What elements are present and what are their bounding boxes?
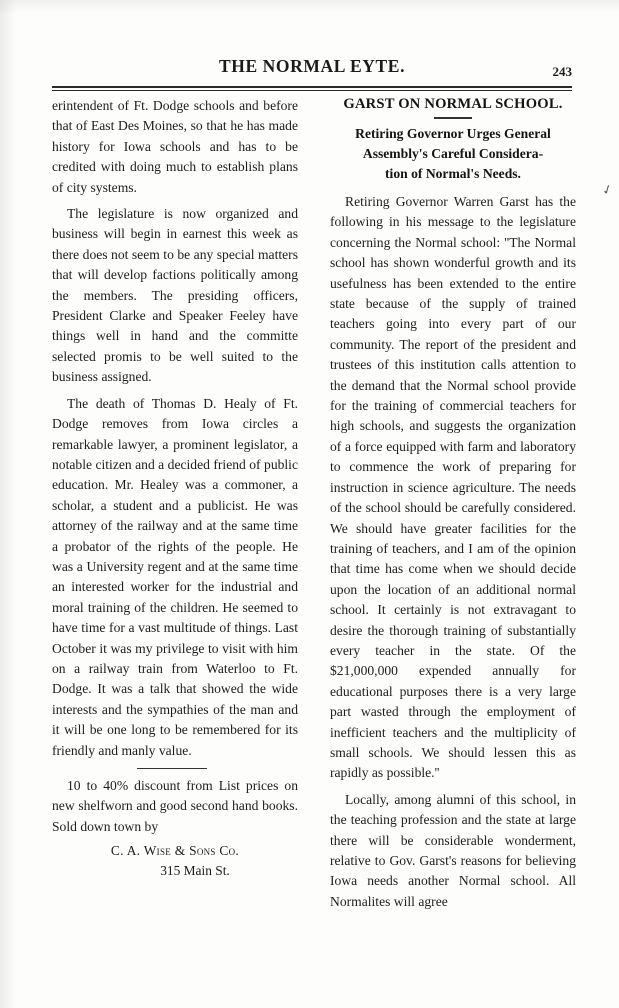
paragraph: Retiring Governor Warren Garst has the following in his message to the legislature concerning the Normal school: ''The Normal school has shown wonderful growth and its usefulness has been extended to the entire state because of the supply of trained teachers going into every part of our community. The report of the president and trustees of this institution calls attention to the demand that the Normal school provide for the training of commercial teachers for high schools, and suggests the organization of a force equipped with farm and laboratory to commence the work of preparing for instruction in science agriculture. The needs of the school should be carefully considered. We should have greater facilities for the training of teachers, and I am of the opinion that time has come when we should decide upon the location of an additional normal school. It certainly is not extravagant to desire the thorough training of substantially every teacher in the state. Of the $21,000,000 expended annually for educational purposes there is a very large part wasted through the employment of inefficient teachers and the multiplicity of small schools. We should lessen this as rapidly as possible.'' <box>330 194 576 781</box>
advertiser-name: C. A. Wise & Sons Co. <box>110 843 240 859</box>
section-divider-rule <box>137 768 207 769</box>
paragraph: The legislature is now organized and business will begin in earnest this week as there does not seem to be any special matters that will develop factions politically among the members. The presiding officers, President Clarke and Speaker Feeley have things well in hand and the committe selected promis to be well suited to the business assigned. <box>52 206 298 385</box>
heading-divider-rule <box>434 117 472 119</box>
stray-pen-mark: ✓ <box>599 180 616 199</box>
section-subheading <box>330 124 576 184</box>
advertiser-address: 315 Main St. <box>160 863 230 879</box>
subheading-line: tion of Normal's Needs. <box>385 166 521 181</box>
page-header <box>52 56 572 90</box>
page-number: 243 <box>552 64 572 79</box>
paragraph: erintendent of Ft. Dodge schools and before that of East Des Moines, so that he has made history for Iowa schools and has to be credited with doing much to establish plans of city systems. <box>52 98 298 195</box>
advertiser-signoff <box>52 841 298 881</box>
article-columns <box>52 96 576 986</box>
paragraph: Locally, among alumni of this school, in the teaching profession and the state at large there will be considerable wonderment, relative to Gov. Garst's reasons for believing Iowa needs another Normal school. All Normalites will agree <box>330 791 576 909</box>
subheading-line: Assembly's Careful Considera- <box>362 146 544 161</box>
right-column <box>330 96 576 912</box>
paragraph: The death of Thomas D. Healy of Ft. Dodge removes from Iowa circles a remarkable lawyer, a prominent legislator, a notable citizen and a decided friend of public education. Mr. Healey was a commoner, a scholar, a student and a publicist. He was attorney of the railway and at the same time a probator of the rights of the people. He was a University regent and at the same time an interested worker for the industrial and moral training of the children. He seemed to have time for a vast multitude of things. Last October it was my privilege to visit with him on a railway train from Waterloo to Ft. Dodge. It was a talk that showed the wide interests and the sympathies of the man and it will be one long to be remembered for its friendly and manly value. <box>52 395 298 758</box>
paragraph: 10 to 40% discount from List prices on new shelfworn and good second hand books. Sold down town by <box>52 778 298 834</box>
subheading-line: Retiring Governor Urges General <box>355 126 551 141</box>
page-edge-shading-top <box>0 0 619 14</box>
page-edge-shading-left <box>0 0 16 1008</box>
left-column <box>52 96 298 881</box>
header-divider-rule <box>52 86 572 91</box>
publication-title: THE NORMAL EYTE. <box>218 56 406 76</box>
section-heading: GARST ON NORMAL SCHOOL. <box>343 96 563 112</box>
